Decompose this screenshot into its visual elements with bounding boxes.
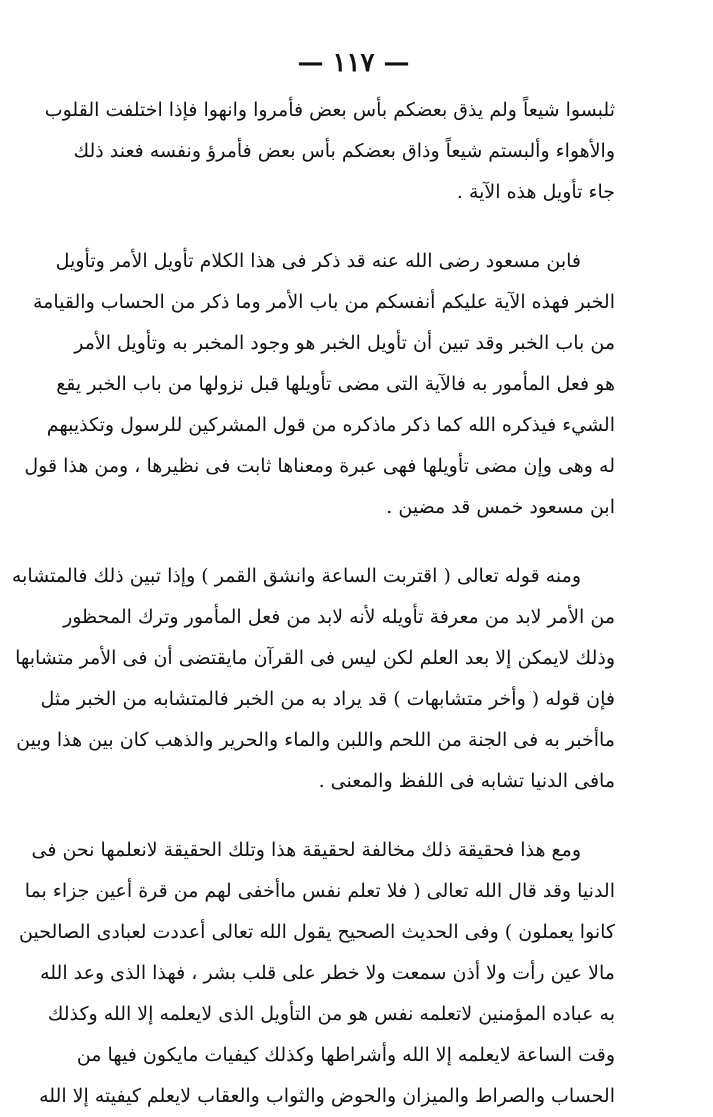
text-line: به عباده المؤمنين لاتعلمه نفس هو من التأويل الذى لايعلمه إلا الله وكذلك [47,1003,615,1025]
text-line: ثلبسوا شيعاً ولم يذق بعضكم بأس بعض فأمروا وانهوا فإذا اختلفت القلوب [44,99,615,121]
paragraph-spacer [92,802,615,830]
text-line: الخبر فهذه الآية عليكم أنفسكم من باب الأمر وما ذكر من الحساب والقيامة [33,291,615,313]
paragraph-1 [44,90,615,213]
text-line: فإن قوله ( وأخر متشابهات ) قد يراد به من الخبر فالمتشابه من الخبر مثل [40,688,615,710]
text-line: ومنه قوله تعالى ( اقتربت الساعة وانشق القمر ) وإذا تبين ذلك فالمتشابه [11,565,581,587]
text-line: وقت الساعة لايعلمه إلا الله وأشراطها وكذلك كيفيات مايكون فيها من [76,1044,615,1066]
text-line: مافى الدنيا تشابه فى اللفظ والمعنى . [318,770,615,792]
text-line: جاء تأويل هذه الآية . [456,181,615,203]
text-line: له وهى وإن مضى تأويلها فهى عبرة ومعناها ثابت فى نظيرها ، ومن هذا قول [24,455,615,477]
text-line: الشيء فيذكره الله كما ذكر ماذكره من قول المشركين للرسول وتكذيبهم [46,414,615,436]
text-line: والأهواء وألبستم شيعاً وذاق بعضكم بأس بعض فأمرؤ ونفسه فعند ذلك [73,140,615,162]
text-line: ماأخبر به فى الجنة من اللحم واللبن والماء والحرير والذهب كان بين هذا وبين [16,729,615,751]
text-line: ومع هذا فحقيقة ذلك مخالفة لحقيقة هذا وتلك الحقيقة لانعلمها نحن فى [31,839,581,861]
paragraph-2 [24,241,615,528]
paragraph-spacer [92,213,615,241]
text-line: من الأمر لابد من معرفة تأويله لأنه لابد من فعل المأمور وترك المحظور [63,606,615,628]
text-line: الدنيا وقد قال الله تعالى ( فلا تعلم نفس ماأخفى لهم من قرة أعين جزاء بما [24,880,615,902]
paragraph-3 [11,556,615,802]
text-line: من باب الخبر وقد تبين أن تأويل الخبر هو وجود المخبر به وتأويل الأمر [74,332,615,354]
text-line: كانوا يعملون ) وفى الحديث الصحيح يقول الله تعالى أعددت لعبادى الصالحين [19,921,615,943]
text-line: ابن مسعود خمس قد مضين . [386,496,615,518]
text-line: الحساب والصراط والميزان والحوض والثواب والعقاب لايعلم كيفيته إلا الله [39,1085,615,1107]
text-line: وذلك لايمكن إلا بعد العلم لكن ليس فى القرآن مايقتضى أن فى الأمر متشابها [15,647,615,669]
page-number: — ١١٧ — [297,48,410,78]
text-line: مالا عين رأت ولا أذن سمعت ولا خطر على قلب بشر ، فهذا الذى وعد الله [40,962,615,984]
text-line: هو فعل المأمور به فالآية التى مضى تأويلها قبل نزولها من باب الخبر يقع [56,373,615,395]
paragraph-spacer [92,528,615,556]
text-line: فابن مسعود رضى الله عنه قد ذكر فى هذا الكلام تأويل الأمر وتأويل [55,250,581,272]
paragraph-4 [19,830,615,1117]
